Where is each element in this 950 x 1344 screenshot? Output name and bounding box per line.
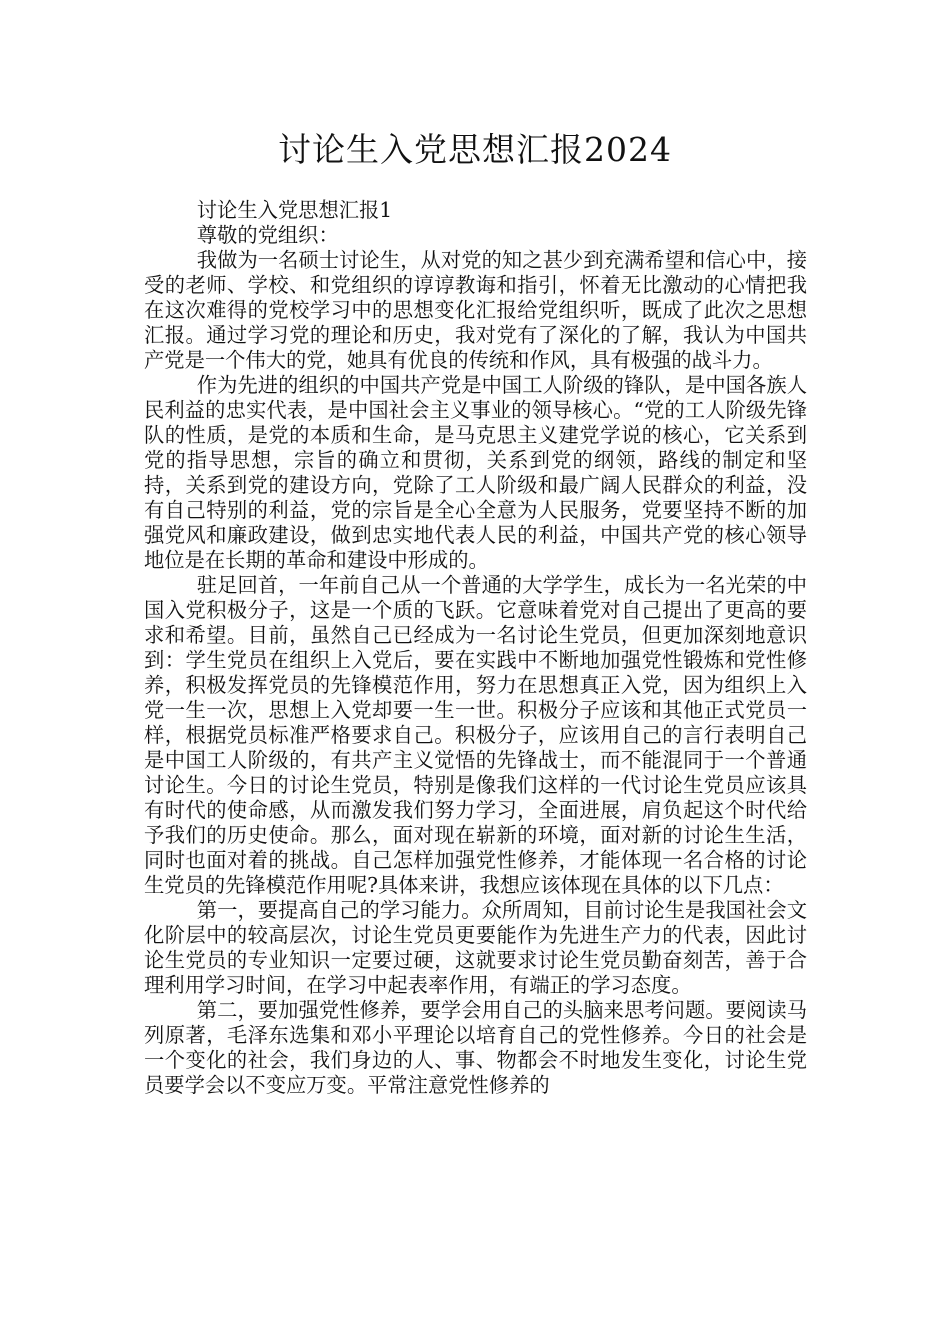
paragraph: 我做为一名硕士讨论生，从对党的知之甚少到充满希望和信心中，接受的老师、学校、和党组织的谆谆教诲和指引，怀着无比激动的心情把我在这次难得的党校学习中的思想变化汇报给党组织听，既成了此次之思想汇报。通过学习党的理论和历史，我对党有了深化的了解，我认为中国共产党是一个伟大的党，她具有优良的传统和作风，具有极强的战斗力。: [144, 248, 807, 372]
document-title: 讨论生入党思想汇报2024: [278, 130, 672, 169]
paragraph: 驻足回首，一年前自己从一个普通的大学学生，成长为一名光荣的中国入党积极分子，这是一个质的飞跃。它意味着党对自己提出了更高的要求和希望。目前，虽然自己已经成为一名讨论生党员，但更加深刻地意识到：学生党员在组织上入党后，要在实践中不断地加强党性锻炼和党性修养，积极发挥党员的先锋模范作用，努力在思想真正入党，因为组织上入党一生一次，思想上入党却要一生一世。积极分子应该和其他正式党员一样，根据党员标准严格要求自己。积极分子，应该用自己的言行表明自己是中国工人阶级的，有共产主义觉悟的先锋战士，而不能混同于一个普通讨论生。今日的讨论生党员，特别是像我们这样的一代讨论生党员应该具有时代的使命感，从而激发我们努力学习，全面进展，肩负起这个时代给予我们的历史使命。那么，面对现在崭新的环境，面对新的讨论生生活，同时也面对着的挑战。自己怎样加强党性修养，才能体现一名合格的讨论生党员的先锋模范作用呢?具体来讲，我想应该体现在具体的以下几点：: [144, 573, 807, 897]
section-heading: 讨论生入党思想汇报1: [196, 198, 393, 222]
paragraph: 第二，要加强党性修养，要学会用自己的头脑来思考问题。要阅读马列原著，毛泽东选集和邓小平理论以培育自己的党性修养。今日的社会是一个变化的社会，我们身边的人、事、物都会不时地发生变化，讨论生党员要学会以不变应万变。平常注意党性修养的: [144, 998, 807, 1097]
paragraph: 第一，要提高自己的学习能力。众所周知，目前讨论生是我国社会文化阶层中的较高层次，讨论生党员更要能作为先进生产力的代表，因此讨论生党员的专业知识一定要过硬，这就要求讨论生党员勤奋刻苦，善于合理利用学习时间，在学习中起表率作用，有端正的学习态度。: [144, 898, 807, 997]
document-body: [144, 198, 807, 1098]
paragraph: 作为先进的组织的中国共产党是中国工人阶级的锋队，是中国各族人民利益的忠实代表，是中国社会主义事业的领导核心。“党的工人阶级先锋队的性质，是党的本质和生命，是马克思主义建党学说的核心，它关系到党的指导思想，宗旨的确立和贯彻，关系到党的纲领，路线的制定和坚持，关系到党的建设方向，党除了工人阶级和最广阔人民群众的利益，没有自己特别的利益，党的宗旨是全心全意为人民服务，党要坚持不断的加强党风和廉政建设，做到忠实地代表人民的利益，中国共产党的核心领导地位是在长期的革命和建设中形成的。: [144, 373, 807, 572]
salutation: 尊敬的党组织：: [196, 223, 339, 247]
